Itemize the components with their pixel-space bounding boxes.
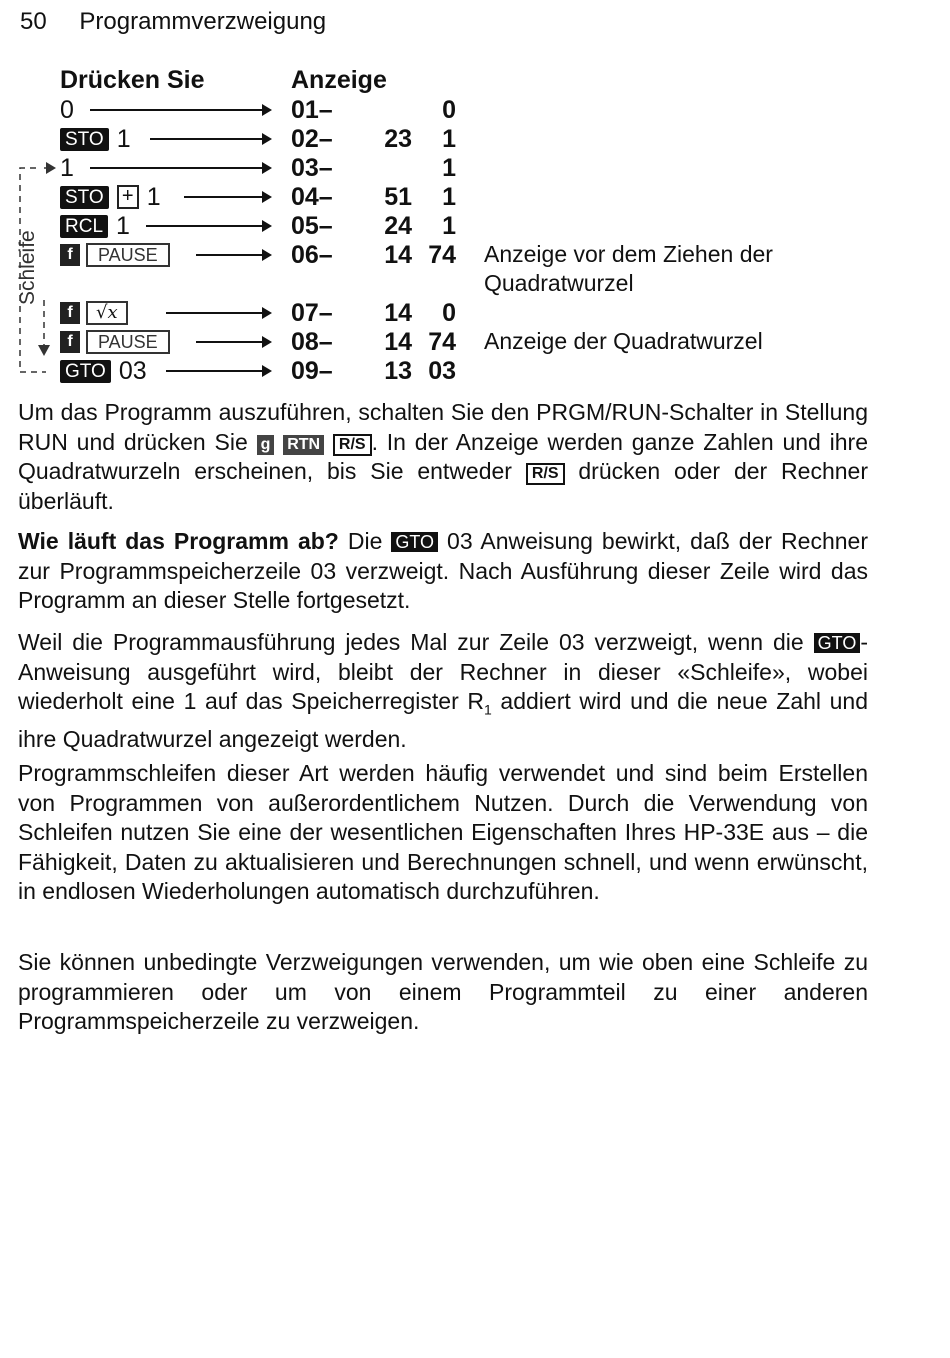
rs-key: R/S	[333, 434, 372, 456]
keycode-2: 0	[442, 96, 456, 124]
key-sequence	[60, 327, 178, 357]
arrow-icon	[196, 341, 270, 343]
keycode-2: 74	[428, 241, 456, 269]
sqrt-key: √x	[86, 301, 128, 325]
paragraph-how-it-works	[18, 527, 868, 616]
keycode-1: 13	[384, 357, 412, 385]
digit-key: 03	[118, 357, 147, 385]
f-key: f	[60, 244, 80, 266]
arrow-icon	[90, 109, 270, 111]
key-sequence	[60, 124, 131, 154]
rtn-key: RTN	[283, 435, 324, 455]
plus-key: +	[117, 185, 139, 209]
page-number: 50	[20, 8, 47, 35]
arrow-icon	[90, 167, 270, 169]
paragraph-loop	[18, 628, 868, 755]
digit-key: 1	[116, 125, 131, 153]
sto-key: STO	[60, 186, 109, 209]
line-number: 06–	[291, 241, 333, 269]
keycode-1: 24	[384, 212, 412, 240]
line-number: 08–	[291, 328, 333, 356]
page-header	[20, 8, 326, 36]
line-number: 01–	[291, 96, 333, 124]
table-row	[0, 356, 950, 386]
paragraph-unconditional-branch: Sie können unbedingte Verzweigungen verwenden, um wie oben eine Schleife zu programmieren oder um von einem Programmteil zu einer anderen Programmspeicherzeile zu verzweigen.	[18, 949, 868, 1034]
text: Die	[338, 528, 392, 554]
key-sequence	[60, 298, 136, 328]
column-header-keys: Drücken Sie	[60, 66, 205, 94]
text: Weil die Programmausführung jedes Mal zur Zeile 03 verzweigt, wenn die	[18, 629, 814, 655]
line-number: 09–	[291, 357, 333, 385]
key-sequence	[60, 211, 130, 241]
arrow-icon	[146, 225, 270, 227]
text: addiert wird und die neue Zahl und ihre Quadratwurzel angezeigt werden.	[18, 688, 869, 753]
key-sequence	[60, 240, 178, 270]
keycode-1: 14	[384, 241, 412, 269]
text: Um das Programm auszuführen, schalten Sie den PRGM/RUN-Schalter in Stellung RUN und drücken Sie	[18, 399, 868, 455]
paragraph-run-program	[18, 398, 868, 516]
line-number: 03–	[291, 154, 333, 182]
rcl-key: RCL	[60, 215, 108, 238]
digit-key: 0	[60, 96, 74, 124]
key-sequence	[60, 95, 74, 125]
chapter-title: Programmverzweigung	[79, 8, 327, 35]
pause-key: PAUSE	[86, 243, 170, 267]
text: -Anweisung ausgeführt wird, bleibt der Rechner in dieser «Schleife», wobei wiederholt eine 1 auf das Speicherregister R	[18, 629, 868, 714]
sto-key: STO	[60, 128, 109, 151]
keycode-1: 14	[384, 328, 412, 356]
digit-key: 1	[146, 183, 161, 211]
gto-key: GTO	[60, 360, 111, 383]
keycode-2: 1	[442, 212, 456, 240]
pause-key: PAUSE	[86, 330, 170, 354]
register-subscript: 1	[484, 701, 492, 718]
keycode-1: 51	[384, 183, 412, 211]
table-row	[0, 182, 950, 212]
table-row	[0, 124, 950, 154]
row-note: Anzeige vor dem Ziehen der Quadratwurzel	[484, 241, 773, 296]
line-number: 04–	[291, 183, 333, 211]
rs-key: R/S	[526, 463, 565, 485]
table-row	[0, 327, 950, 357]
keycode-1: 23	[384, 125, 412, 153]
keycode-2: 74	[428, 328, 456, 356]
keycode-2: 03	[428, 357, 456, 385]
arrow-icon	[150, 138, 270, 140]
table-row	[0, 153, 950, 183]
key-sequence	[60, 182, 161, 212]
keycode-2: 1	[442, 154, 456, 182]
gto-key: GTO	[814, 633, 861, 653]
digit-key: 1	[60, 154, 74, 182]
line-number: 02–	[291, 125, 333, 153]
g-key: g	[257, 435, 275, 455]
f-key: f	[60, 331, 80, 353]
text: . In der Anzeige werden ganze Zahlen und ihre Quadratwurzeln erscheinen, bis Sie entweder	[18, 428, 868, 484]
arrow-icon	[166, 370, 270, 372]
arrow-icon	[166, 312, 270, 314]
keycode-2: 1	[442, 125, 456, 153]
paragraph-loop-usage: Programmschleifen dieser Art werden häufig verwendet und sind beim Erstellen von Programmen von außerordentlichem Nutzen. Durch die Verwendung von Schleifen nutzen Sie eine der wesentlichen Eigenschaften Ihres HP-33E aus – die Fähigkeit, Daten zu aktualisieren und Berechnungen schnell, und wenn erwünscht, in endlosen Wiederholungen automatisch durchzuführen.	[18, 760, 868, 904]
arrow-icon	[196, 254, 270, 256]
table-row	[0, 298, 950, 328]
loop-label: Schleife	[16, 230, 39, 305]
text: 03 Anweisung bewirkt, daß der Rechner zur Programmspeicherzeile 03 verzweigt. Nach Ausführung dieser Zeile wird das Programm an dieser Stelle fortgesetzt.	[18, 528, 868, 613]
f-key: f	[60, 302, 80, 324]
keycode-2: 0	[442, 299, 456, 327]
table-row	[0, 211, 950, 241]
column-header-display: Anzeige	[291, 66, 387, 94]
subheading: Wie läuft das Programm ab?	[18, 528, 339, 554]
keycode-1: 14	[384, 299, 412, 327]
table-row	[0, 95, 950, 125]
keycode-2: 1	[442, 183, 456, 211]
text: drücken oder der Rechner überläuft.	[18, 458, 868, 514]
key-sequence	[60, 356, 147, 386]
arrow-icon	[184, 196, 270, 198]
digit-key: 1	[116, 212, 130, 240]
gto-key: GTO	[391, 532, 438, 552]
key-sequence	[60, 153, 74, 183]
line-number: 05–	[291, 212, 333, 240]
row-note: Anzeige der Quadratwurzel	[484, 328, 763, 354]
line-number: 07–	[291, 299, 333, 327]
